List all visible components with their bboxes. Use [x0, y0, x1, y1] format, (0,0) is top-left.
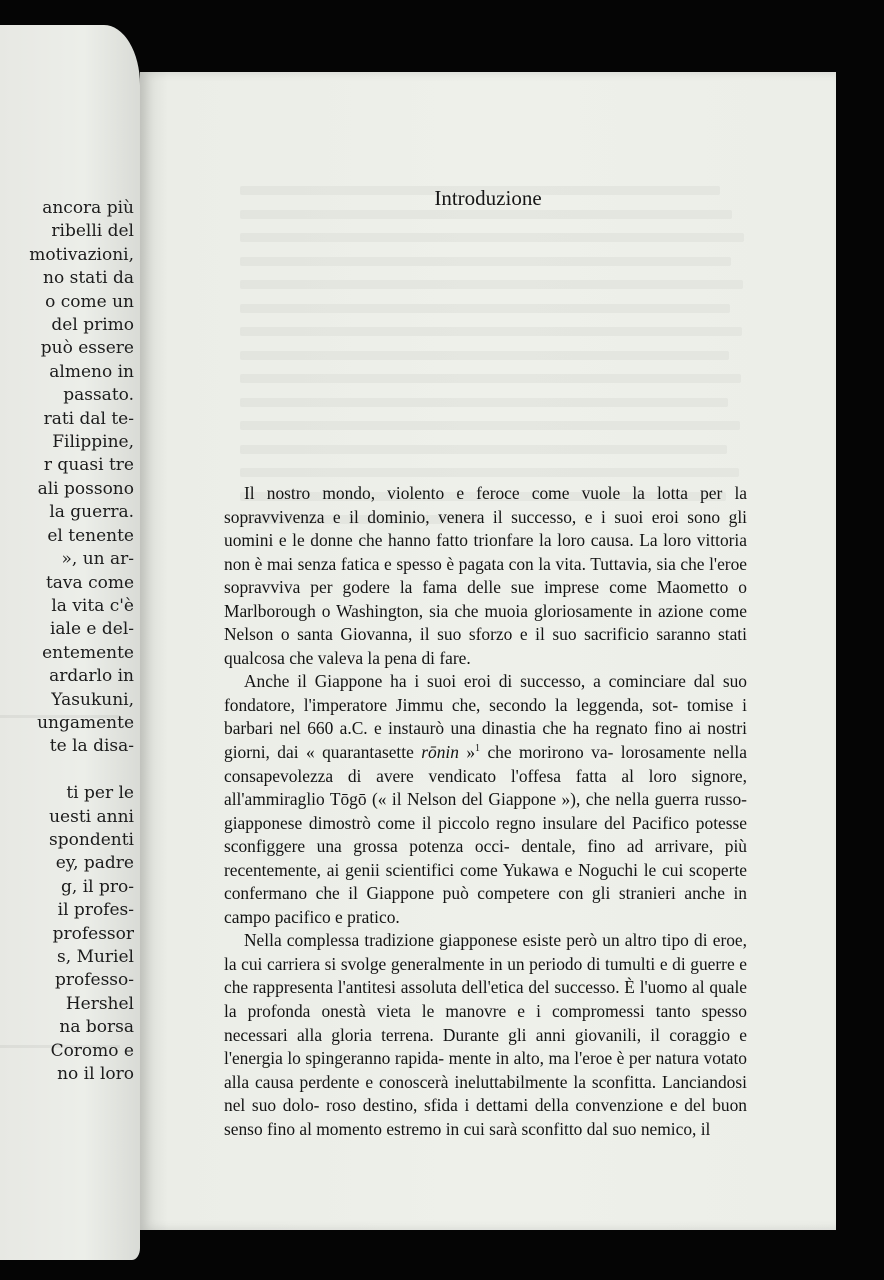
text-line: lorosamente nella consapevolezza di avere vendicato l'offesa fatta	[224, 742, 747, 786]
bleed-through-line	[240, 398, 728, 407]
left-page-line: Hershel	[65, 993, 134, 1014]
text-line: mente in alto, ma l'eroe è per natura votato alla causa perdente e	[224, 1048, 747, 1092]
paragraph	[224, 482, 747, 670]
left-page-line	[29, 759, 134, 782]
left-page-line: ancora più	[42, 198, 134, 218]
left-page-line: r quasi tre	[43, 455, 134, 476]
text-line: vita. Tuttavia, sia che l'eroe sopravviva per godere la fama delle	[224, 553, 747, 598]
text-line: sue imprese come Maometto o Marlborough o Washington, sia che	[224, 577, 747, 621]
text-line: al loro signore, all'ammiraglio Tōgō (« il Nelson del Giappone »),	[224, 765, 747, 810]
left-page-text	[29, 197, 134, 1086]
left-page-line: entemente	[42, 642, 134, 663]
left-page-line: no stati da	[43, 268, 134, 289]
italic-term: rōnin	[421, 742, 459, 763]
left-page-line: uesti anni	[49, 806, 134, 827]
bleed-through-line	[240, 468, 739, 477]
bleed-through	[0, 715, 120, 718]
left-page-line: almeno in	[49, 361, 134, 382]
left-page-line: iale e del-	[49, 619, 134, 640]
text-line: e i compromessi tanto spesso necessari alla gloria terrena. Durante	[224, 1001, 747, 1045]
text-line: fino ai nostri giorni, dai « quarantasette rōnin »$^1$ che morirono va-	[224, 718, 747, 763]
text-line: muoia gloriosamente in azione come Nelson o santa Giovanna, il	[224, 600, 747, 645]
paragraph	[224, 670, 747, 929]
left-page-line: ribelli del	[51, 221, 134, 242]
text-line: fino al momento estremo in cui sarà sconfitto dal suo nemico, il	[267, 1118, 711, 1139]
text-line: gli anni giovanili, il coraggio e l'energia lo spingeranno rapida-	[224, 1024, 747, 1069]
bleed-through-line	[240, 304, 730, 313]
bleed-through-line	[240, 327, 742, 336]
footnote-mark: 1	[475, 743, 481, 755]
text-line: di eroe, la cui carriera si svolge generalmente in un periodo di	[224, 930, 747, 974]
left-page-line: ardarlo in	[49, 666, 134, 687]
left-page-line: passato.	[63, 385, 134, 406]
text-line: dentale, fino ad arrivare, più recentemente, ai genii scientifici come	[224, 836, 747, 880]
text-line: Nella complessa tradizione giapponese esiste però un altro tipo	[244, 930, 689, 951]
text-line: loro vittoria non è mai senza fatica e spesso è pagata con la	[224, 530, 747, 574]
left-page-line: te la disa-	[49, 736, 134, 757]
text-line: pena di fare.	[384, 647, 471, 668]
bleed-through-line	[240, 421, 740, 430]
paragraph	[224, 929, 747, 1141]
text-line: tumulti e di guerre e che rappresenta l'antitesi assoluta dell'etica	[224, 953, 747, 998]
left-page-line: o come un	[45, 291, 134, 312]
text-line: Anche il Giappone ha i suoi eroi di successo, a cominciare dal	[244, 671, 715, 692]
left-page-line: spondenti	[49, 829, 134, 850]
left-page-line: Coromo e	[50, 1040, 134, 1061]
left-page-line: professo-	[54, 970, 134, 991]
left-page-line: Yasukuni,	[51, 689, 134, 710]
left-page-line: ali possono	[37, 478, 134, 499]
body-text	[224, 482, 747, 1141]
left-page-line: ey, padre	[55, 853, 134, 874]
text-line: che nella guerra russo-giapponese dimostrò come il piccolo regno	[224, 789, 747, 833]
left-page-line: può essere	[40, 338, 134, 359]
bleed-through-line	[240, 351, 729, 360]
left-page-line: s, Muriel	[57, 946, 134, 967]
left-page-line: del primo	[51, 315, 134, 336]
text-line: roso destino, sfida i dettami della convenzione e del buon senso	[224, 1095, 747, 1139]
bleed-through-line	[240, 280, 743, 289]
left-page-line: el tenente	[47, 525, 134, 546]
left-page	[0, 25, 140, 1260]
chapter-title: Introduzione	[434, 186, 542, 210]
left-page-line: la guerra.	[49, 502, 134, 523]
bleed-through-line	[240, 257, 731, 266]
bleed-through	[0, 1045, 120, 1048]
text-line: Yukawa e Noguchi le cui scoperte confermano che il Giappone	[224, 859, 747, 904]
bleed-through-line	[240, 374, 741, 383]
left-page-line: g, il pro-	[61, 876, 134, 897]
left-page-line: na borsa	[59, 1017, 134, 1038]
left-page-line: Filippine,	[52, 432, 134, 453]
left-page-line: », un ar-	[61, 549, 134, 570]
text-line: gli uomini e le donne che hanno fatto trionfare la loro causa. La	[224, 506, 747, 551]
text-line: Il nostro mondo, violento e feroce come vuole la lotta per la	[244, 483, 747, 503]
left-page-line: ungamente	[37, 712, 134, 733]
text-line: conoscerà ineluttabilmente la sconfitta. Lanciandosi nel suo dolo-	[224, 1071, 747, 1116]
text-line: suo fondatore, l'imperatore Jimmu che, secondo la leggenda, sot-	[224, 671, 747, 715]
left-page-line: il profes-	[57, 900, 134, 921]
text-line: può competere con gli stranieri anche in campo pacifico e pratico.	[224, 883, 747, 927]
text-line: suo sforzo e il suo sacrificio saranno stati qualcosa che valeva la	[224, 624, 747, 668]
text-line: tomise i barbari nel 660 a.C. e instaurò una dinastia che ha regnato	[224, 694, 747, 739]
bleed-through-line	[240, 445, 727, 454]
left-page-line: la vita c'è	[51, 595, 134, 616]
left-page-line: professor	[52, 923, 134, 944]
text-line: del successo. È l'uomo al quale la profonda onestà vieta le manovre	[224, 977, 747, 1022]
right-page	[140, 72, 836, 1230]
bleed-through-line	[240, 233, 744, 242]
left-page-line: no il loro	[57, 1064, 134, 1085]
left-page-line: ti per le	[66, 783, 134, 804]
text-line: sopravvivenza e il dominio, venera il successo, e i suoi eroi sono	[224, 506, 721, 527]
text-line: insulare del Pacifico potesse sconfiggere una grossa potenza occi-	[224, 812, 748, 857]
left-page-line: motivazioni,	[29, 244, 134, 265]
left-page-line: tava come	[45, 572, 134, 593]
left-page-line: rati dal te-	[43, 408, 134, 429]
